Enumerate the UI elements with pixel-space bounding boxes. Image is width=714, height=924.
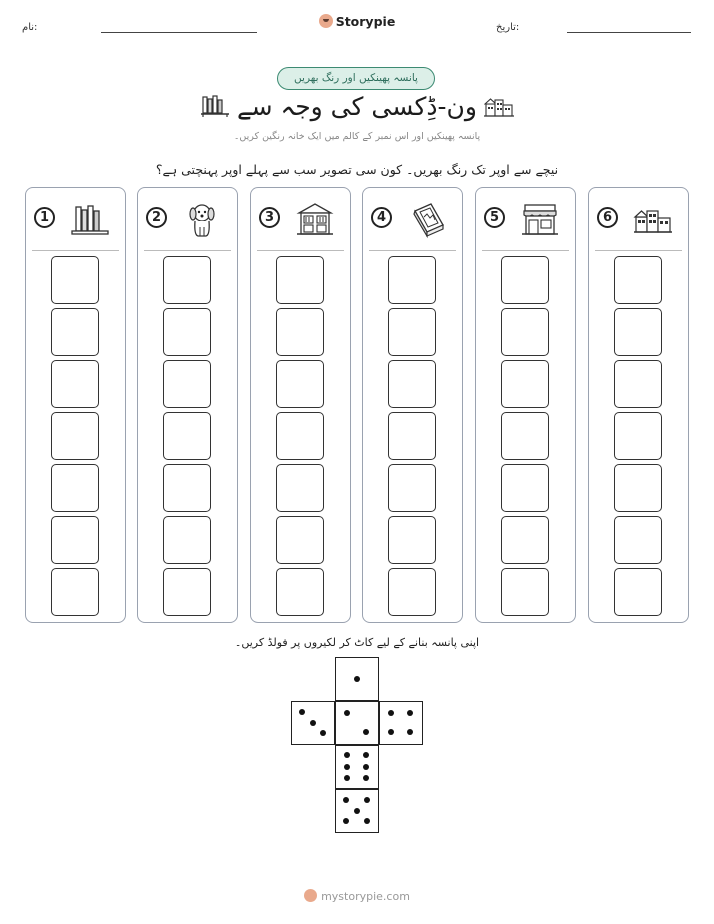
color-cell[interactable] <box>501 516 549 564</box>
color-cell[interactable] <box>614 568 662 616</box>
color-cell[interactable] <box>276 256 324 304</box>
die-face-1 <box>335 657 379 701</box>
page-subtitle: پانسہ پھینکیں اور اس نمبر کے کالم میں ایک خانہ رنگین کریں۔ <box>233 131 481 142</box>
brand-logo <box>0 14 714 29</box>
color-cell[interactable] <box>614 464 662 512</box>
column-3 <box>250 187 351 623</box>
dog-icon <box>182 201 222 239</box>
column-2 <box>137 187 238 623</box>
store-icon <box>520 201 560 239</box>
die-pip <box>344 775 350 781</box>
die-pip <box>320 730 326 736</box>
color-cell[interactable] <box>51 360 99 408</box>
book-icon <box>407 201 447 239</box>
color-cell[interactable] <box>276 464 324 512</box>
color-cell[interactable] <box>501 256 549 304</box>
column-number: 2 <box>146 207 167 228</box>
die-pip <box>343 818 349 824</box>
color-cell[interactable] <box>388 568 436 616</box>
die-pip <box>388 710 394 716</box>
color-cell[interactable] <box>388 464 436 512</box>
die-pip <box>354 676 360 682</box>
name-label: نام: <box>22 22 38 33</box>
color-cell[interactable] <box>163 308 211 356</box>
die-pip <box>299 709 305 715</box>
color-cell[interactable] <box>276 308 324 356</box>
color-cell[interactable] <box>614 256 662 304</box>
date-label: تاریخ: <box>496 22 520 33</box>
die-pip <box>363 752 369 758</box>
color-cell[interactable] <box>614 360 662 408</box>
die-pip <box>343 797 349 803</box>
die-pip <box>364 797 370 803</box>
footer-url[interactable]: mystorypie.com <box>321 890 410 903</box>
column-number: 3 <box>259 207 280 228</box>
column-divider <box>32 250 119 251</box>
color-cell[interactable] <box>163 516 211 564</box>
color-cell[interactable] <box>388 360 436 408</box>
color-cell[interactable] <box>276 412 324 460</box>
die-pip <box>388 729 394 735</box>
color-cell[interactable] <box>614 412 662 460</box>
column-divider <box>482 250 569 251</box>
color-cell[interactable] <box>163 464 211 512</box>
town-buildings-icon <box>484 96 514 118</box>
die-face-2 <box>335 701 379 745</box>
color-cell[interactable] <box>501 464 549 512</box>
color-cell[interactable] <box>501 412 549 460</box>
die-pip <box>344 764 350 770</box>
die-pip <box>310 720 316 726</box>
column-divider <box>257 250 344 251</box>
color-cell[interactable] <box>51 412 99 460</box>
die-pip <box>344 710 350 716</box>
date-line[interactable] <box>567 32 691 33</box>
die-face-3 <box>291 701 335 745</box>
town-buildings-icon <box>633 201 673 239</box>
column-number: 5 <box>484 207 505 228</box>
color-cell[interactable] <box>163 412 211 460</box>
color-cell[interactable] <box>276 516 324 564</box>
die-pip <box>344 752 350 758</box>
name-line[interactable] <box>101 32 257 33</box>
instruction-pill: پانسہ پھینکیں اور رنگ بھریں <box>277 67 435 90</box>
page-title: ون-ڈِکسی کی وجہ سے <box>237 92 477 121</box>
column-5 <box>475 187 576 623</box>
color-cell[interactable] <box>501 360 549 408</box>
color-cell[interactable] <box>388 256 436 304</box>
color-cell[interactable] <box>51 516 99 564</box>
column-number: 1 <box>34 207 55 228</box>
color-cell[interactable] <box>163 256 211 304</box>
die-face-6 <box>335 745 379 789</box>
bookshelf-icon <box>70 201 110 239</box>
die-pip <box>407 710 413 716</box>
color-cell[interactable] <box>388 308 436 356</box>
color-cell[interactable] <box>388 412 436 460</box>
column-divider <box>595 250 682 251</box>
color-cell[interactable] <box>614 308 662 356</box>
color-cell[interactable] <box>276 360 324 408</box>
footer <box>0 889 714 903</box>
color-cell[interactable] <box>51 308 99 356</box>
storypie-logo-icon <box>319 14 333 28</box>
color-cell[interactable] <box>51 256 99 304</box>
die-pip <box>363 764 369 770</box>
storypie-logo-icon <box>304 889 317 902</box>
color-cell[interactable] <box>163 568 211 616</box>
fold-instruction: اپنی پانسہ بنانے کے لیے کاٹ کر لکیروں پر فولڈ کریں۔ <box>234 636 480 649</box>
die-pip <box>354 808 360 814</box>
column-number: 4 <box>371 207 392 228</box>
color-cell[interactable] <box>51 464 99 512</box>
library-building-icon <box>295 201 335 239</box>
color-cell[interactable] <box>276 568 324 616</box>
column-divider <box>369 250 456 251</box>
column-divider <box>144 250 231 251</box>
color-cell[interactable] <box>614 516 662 564</box>
brand-name: Storypie <box>335 14 396 29</box>
color-cell[interactable] <box>388 516 436 564</box>
question-text: نیچے سے اوپر تک رنگ بھریں۔ کون سی تصویر سب سے پہلے اوپر پہنچتی ہے؟ <box>155 162 559 177</box>
color-cell[interactable] <box>501 308 549 356</box>
die-pip <box>363 729 369 735</box>
die-face-5 <box>335 789 379 833</box>
color-cell[interactable] <box>501 568 549 616</box>
bookshelf-icon <box>200 94 230 118</box>
column-number: 6 <box>597 207 618 228</box>
die-pip <box>407 729 413 735</box>
column-6 <box>588 187 689 623</box>
die-pip <box>364 818 370 824</box>
die-pip <box>363 775 369 781</box>
column-4 <box>362 187 463 623</box>
die-face-4 <box>379 701 423 745</box>
color-cell[interactable] <box>51 568 99 616</box>
column-1 <box>25 187 126 623</box>
color-cell[interactable] <box>163 360 211 408</box>
